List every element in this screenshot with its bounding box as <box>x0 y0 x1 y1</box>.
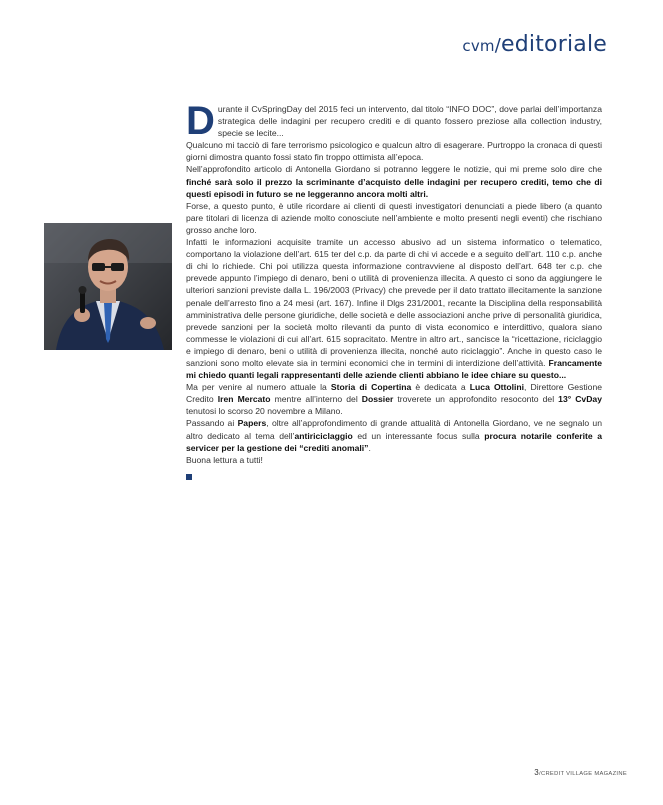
paragraph-2: Qualcuno mi tacciò di fare terrorismo psicologico e qualcun altro di esagerare. Purtroppo la cronaca di questi giorni dimostra quanto fossi stato fin troppo ottimista all’epoca. <box>186 140 602 163</box>
p6-bold-dossier: Dossier <box>361 394 394 405</box>
p6-bold-event: 13° CvDay <box>558 394 602 405</box>
paragraph-1: urante il CvSpringDay del 2015 feci un intervento, dal titolo “INFO DOC”, dove parlai dell’importanza strategica delle indagini per recupero crediti e di quanto fossero preziose alla collection industry, specie se lecite... <box>217 104 602 139</box>
page-number: 3 <box>534 768 540 777</box>
editorial-article <box>186 99 603 480</box>
paragraph-5 <box>186 236 602 381</box>
paragraph-4: Forse, a questo punto, è utile ricordare ai clienti di questi investigatori denunciati a piede libero (a quanto pare titolari di licenza di aziende molto conosciute nell’ambiente e molto presenti negli eventi) che rischiano grosso anche loro. <box>186 200 602 235</box>
paragraph-3 <box>186 163 602 199</box>
p6-text-5: troverete un approfondito resoconto del <box>393 394 559 405</box>
p6-text-4: mentre all’interno del <box>270 394 362 405</box>
paragraph-6 <box>186 381 602 417</box>
header-slash: / <box>494 35 502 56</box>
p6-text-3: , Direttore Gestione Credito <box>186 382 603 405</box>
p6-bold-company: Iren Mercato <box>217 394 271 405</box>
p6-text-2: è dedicata a <box>411 382 470 393</box>
p6-bold-name: Luca Ottolini <box>469 382 525 393</box>
section-header <box>462 32 607 57</box>
end-of-article-square <box>186 474 192 480</box>
header-prefix: cvm <box>462 37 495 55</box>
p7-text-3: ed un interessante focus sulla <box>352 430 485 441</box>
paragraph-7 <box>186 417 602 453</box>
paragraph-3-bold: finché sarà solo il prezzo la scriminante d’acquisto delle indagini per recupero crediti, temo che di questi episodi in futuro se ne leggeranno ancora molti altri. <box>186 176 602 199</box>
p6-text-6: tenutosi lo scorso 20 novembre a Milano. <box>186 406 343 417</box>
paragraph-8: Buona lettura a tutti! <box>186 454 263 465</box>
p7-text-1: Passando ai <box>186 418 238 429</box>
p7-bold-papers: Papers <box>237 418 267 429</box>
p7-text-2: , oltre all’approfondimento di grande attualità di Antonella Giordano, ve ne segnalo un altro dedicato al tema dell’ <box>186 418 602 441</box>
author-photo <box>44 223 172 350</box>
p7-bold-procura: procura notarile conferite a servicer per la gestione dei “crediti anomali” <box>186 430 602 453</box>
header-section: editoriale <box>501 32 607 57</box>
magazine-name: /CREDIT VILLAGE MAGAZINE <box>539 771 627 777</box>
p7-text-4: . <box>368 442 371 453</box>
page-footer <box>534 768 627 777</box>
p6-text-1: Ma per venire al numero attuale la <box>186 382 331 393</box>
p6-bold-cover-story: Storia di Copertina <box>330 382 412 393</box>
p7-bold-antiriciclaggio: antiriciclaggio <box>294 430 353 441</box>
drop-cap: D <box>186 99 215 143</box>
paragraph-5-text: Infatti le informazioni acquisite tramite un accesso abusivo ad un sistema informatico o telematico, comportano la violazione dell’art. 615 ter del c.p. da parte di chi vi accede e a seguito dell’art. 110 c.p. anche di chi lo richiede. Chi poi utilizza questa informazione contravviene al disposto dell’art. 648 ter c.p. che prevede appunto l’impiego di denaro, beni o utilità di provenienza illecita. A questo ci sono da aggiungere le ulteriori sanzioni previste dalla L. 196/2003 (Privacy) che prevede per il dato trattato illecitamente la sanzione penale dell’arresto fino a 24 mesi (art. 167). Infine il Dlgs 231/2001, recante la Disciplina della responsabilità amministrativa delle persone giuridiche, delle società e delle associazioni anche prive di personalità giuridica, prevede sanzioni per la società molto rilevanti da punto di vista economico e interdittivo, qualora siano commesse le violazioni di cui all’art. 615 sopracitato. Mentre in altro art., sancisce la “ricettazione, riciclaggio e impiego di denaro, beni o utilità di provenienza illecita, nonché auto riciclaggio”. Anche in questo caso le sanzioni sono molto elevate sia in termini economici che in termini di interdizione dell’attività. <box>186 237 602 368</box>
paragraph-5-bold: Francamente mi chiedo quanti legali rappresentanti delle aziende clienti abbiano le idee chiare su questo... <box>186 357 602 381</box>
paragraph-3-text: Nell’approfondito articolo di Antonella Giordano si potranno leggere le notizie, qui mi preme solo dire che <box>186 164 602 175</box>
